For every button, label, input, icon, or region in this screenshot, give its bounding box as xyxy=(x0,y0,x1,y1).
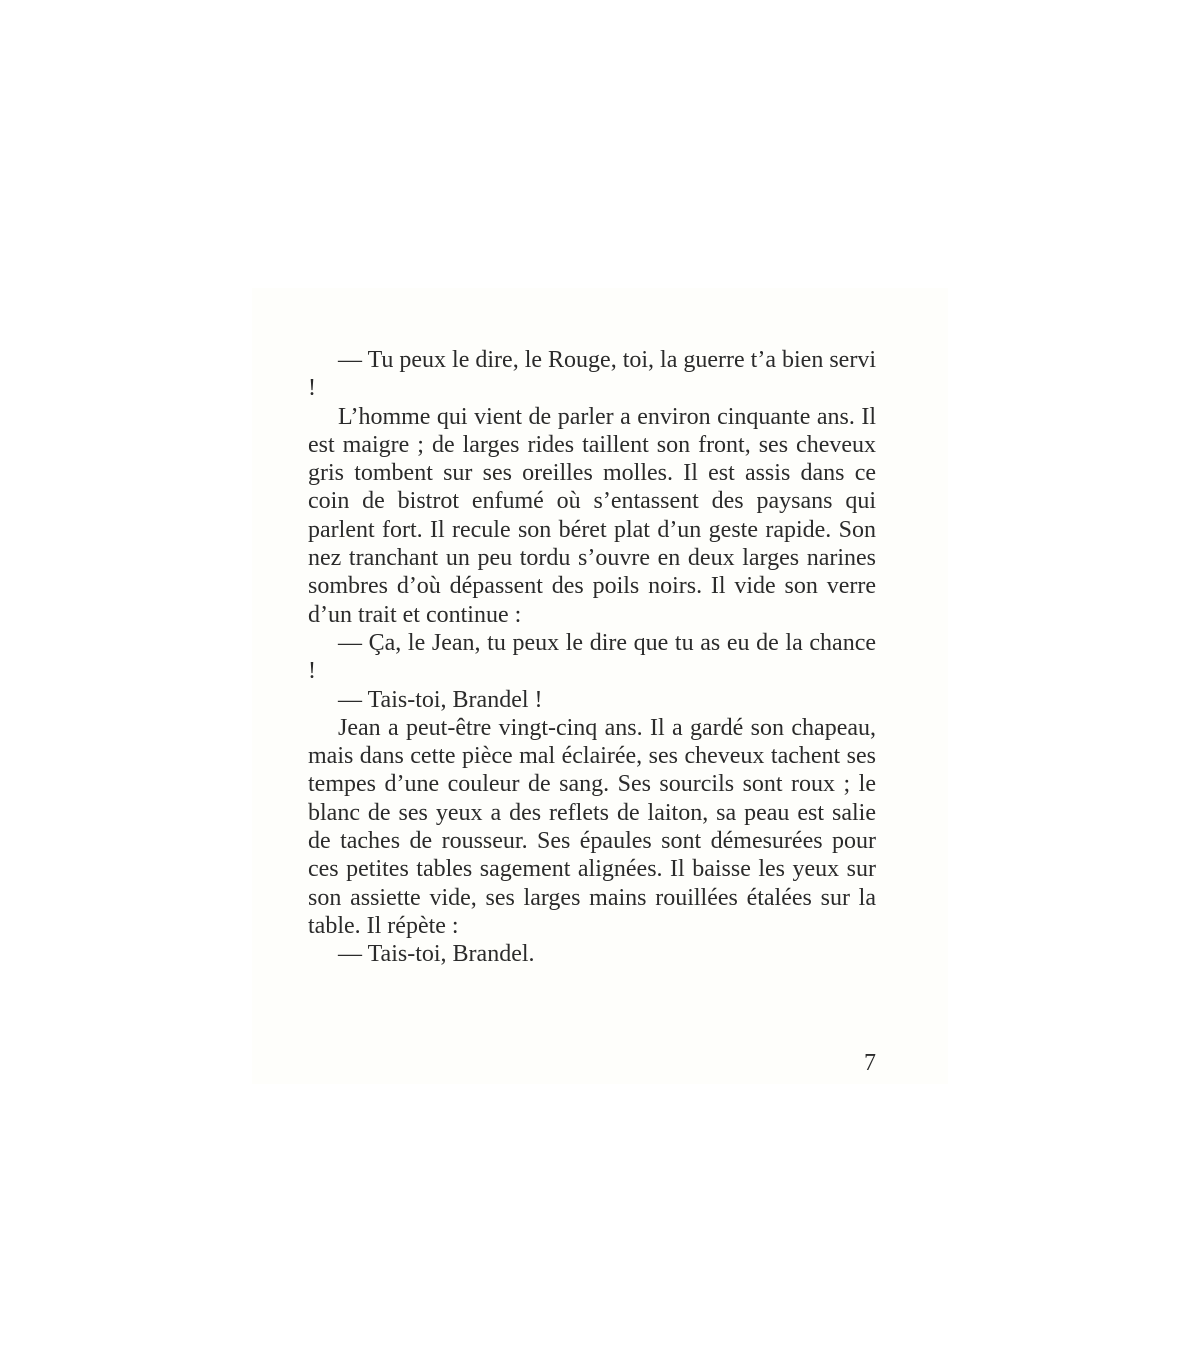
dialogue-paragraph: — Tais-toi, Brandel ! xyxy=(338,686,543,713)
narrative-paragraph: Jean a peut-être vingt-cinq ans. Il a gardé son chapeau, mais dans cette pièce mal éclairée, ses cheveux tachent ses tempes d’une couleur de sang. Ses sourcils sont roux ; le blanc de ses yeux a des reflets de laiton, sa peau est salie de taches de rousseur. Ses épaules sont démesurées pour ces petites tables sagement alignées. Il baisse les yeux sur son assiette vide, ses larges mains rouillées étalées sur la table. Il répète : xyxy=(308,714,876,939)
dialogue-paragraph: — Tais-toi, Brandel. xyxy=(338,941,535,968)
dialogue-paragraph: — Ça, le Jean, tu peux le dire que tu as eu de la chance ! xyxy=(308,629,876,685)
page-number: 7 xyxy=(864,1050,876,1076)
dialogue-paragraph: — Tu peux le dire, le Rouge, toi, la guerre t’a bien servi ! xyxy=(308,347,876,402)
page-body-text xyxy=(308,346,876,969)
narrative-paragraph: L’homme qui vient de parler a environ cinquante ans. Il est maigre ; de larges rides taillent son front, ses cheveux gris tombent sur ses oreilles molles. Il est assis dans ce coin de bistrot enfumé où s’entassent des paysans qui parlent fort. Il recule son béret plat d’un geste rapide. Son nez tranchant un peu tordu s’ouvre en deux larges narines sombres d’où dépassent des poils noirs. Il vide son verre d’un trait et continue : xyxy=(308,403,876,628)
